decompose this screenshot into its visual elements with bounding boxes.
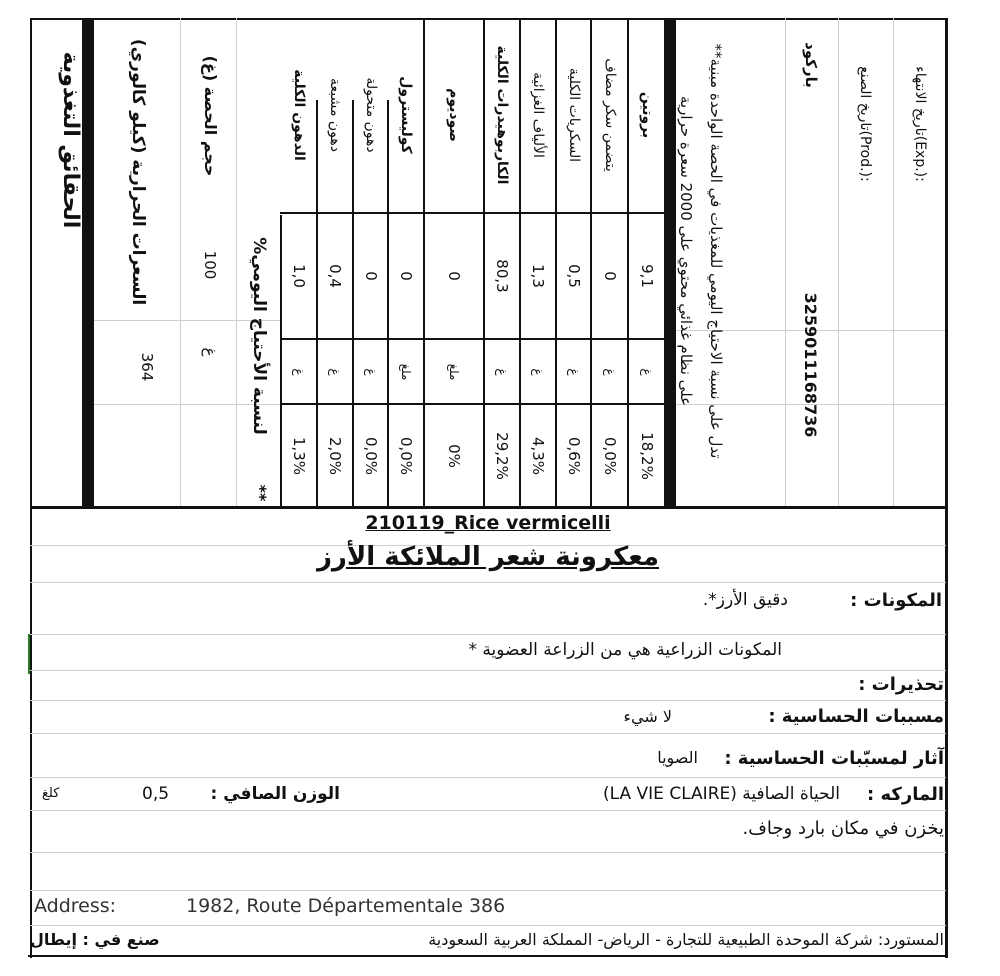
nutrient-name: صوديوم <box>446 88 462 142</box>
nutrient-value: 0,4 <box>326 264 344 288</box>
nutrient-name: الألياف الغزائية <box>530 72 546 158</box>
nutrient-daily-pct: 0% <box>445 444 463 468</box>
nutrient-unit: غ <box>639 368 654 376</box>
storage-instructions: يخزن في مكان بارد وجاف. <box>742 818 944 839</box>
nutrient-daily-pct: 0,6% <box>564 436 583 476</box>
organic-note: المكونات الزراعية هي من الزراعة العضوية * <box>468 640 782 660</box>
nutrient-unit: ملغ <box>399 363 413 381</box>
brand-label: الماركه : <box>867 784 944 805</box>
daily-pct-label: %لنسبة الأحتياج اليومي <box>249 237 269 435</box>
nutrient-name: الكاربوهيدرات الكلية <box>494 45 510 185</box>
barcode-label: باركود <box>802 42 820 88</box>
nutrient-daily-pct: 1,3% <box>290 436 308 476</box>
nutrient-name: كوليسترول <box>398 76 414 154</box>
serving-label: حجم الحصة (غ) <box>201 55 220 177</box>
prod-date-label: تاريخ الصنع(Prod.): <box>857 66 873 182</box>
nutrient-value: 0 <box>445 271 463 281</box>
address-label: Address: <box>34 895 117 917</box>
ingredients-value: دقيق الأرز*. <box>702 590 788 610</box>
calories-label: السعرات الحرارية (كيلو كالوري) <box>128 38 148 306</box>
nutrition-title: الحقائق التغذوية <box>58 51 83 229</box>
nutrient-value: 9,1 <box>637 264 656 288</box>
address-value: 1982, Route Départementale 386 <box>186 895 506 917</box>
serving-value: 100 <box>201 250 219 280</box>
net-weight-label: الوزن الصافي : <box>210 784 340 804</box>
net-weight-unit: كلغ <box>42 786 60 801</box>
serving-unit: غ <box>201 347 219 357</box>
calories-value: 364 <box>138 352 156 382</box>
nutrient-daily-pct: 2,0% <box>326 436 344 476</box>
panel-bottom-border <box>30 506 948 509</box>
nutrient-name: دهون مشبعة <box>327 77 343 153</box>
nutrient-daily-pct: 0,0% <box>397 436 415 476</box>
nutrient-unit: غ <box>495 368 509 376</box>
ingredients-label: المكونات : <box>850 590 942 611</box>
daily-footnote-line1 <box>677 41 731 461</box>
nutrient-unit: غ <box>531 368 545 376</box>
product-code-name: 210119_Rice vermicelli <box>365 512 611 534</box>
nutrient-name: يتضمن سكر مضاف <box>601 58 618 172</box>
nutrient-name: بروتين <box>638 91 655 139</box>
allergens-label: مسببات الحساسية : <box>768 706 944 727</box>
nutrient-unit: غ <box>566 368 581 376</box>
nutrient-daily-pct: 0,0% <box>600 436 619 476</box>
exp-date-label: تاريخ الانتهاء(Exp.): <box>912 66 928 182</box>
product-arabic-name: معكرونة شعر الملائكة الأرز <box>316 542 660 572</box>
nutrient-unit: ملغ <box>447 363 461 381</box>
footnote-text: **تدل على نسبة الاحتياج اليومي للمغذيات في الحصة الواحدة مبنية على نظام غذائي محتوي على 2000 سعرة حرارية <box>677 43 725 459</box>
nutrient-daily-pct: 4,3% <box>529 436 547 476</box>
nutrient-name: الدهون الكلية <box>291 69 307 161</box>
left-border <box>30 18 32 958</box>
barcode-value: 3259011168736 <box>801 292 820 438</box>
brand-value: الحياة الصافية (LA VIE CLAIRE) <box>603 784 840 804</box>
made-in-text: صنع في : إيطال <box>30 930 160 949</box>
nutrient-value: 80,3 <box>493 259 511 293</box>
nutrient-daily-pct: 18,2% <box>637 432 656 480</box>
traces-value: الصويا <box>657 748 698 767</box>
nutrient-daily-pct: 0,0% <box>361 436 380 476</box>
right-border <box>945 18 948 958</box>
traces-label: آثار لمسبّبات الحساسية : <box>724 748 944 769</box>
nutrient-unit: غ <box>292 368 306 376</box>
nutrient-name: السكريات الكلية <box>565 67 582 163</box>
warnings-label: تحذيرات : <box>858 674 944 695</box>
nutrient-value: 0 <box>361 271 380 281</box>
nutrient-value: 0 <box>600 271 619 281</box>
nutrient-daily-pct: 29,2% <box>493 432 511 480</box>
nutrient-value: 1,3 <box>529 264 547 288</box>
nutrient-unit: غ <box>363 368 378 376</box>
nutrient-name: دهون متحولة <box>362 77 379 153</box>
nutrient-value: 0,5 <box>564 264 583 288</box>
importer-text: المستورد: شركة الموحدة الطبيعية للتجارة - الرياض- المملكة العربية السعودية <box>428 930 944 949</box>
nutrient-unit: غ <box>328 368 342 376</box>
allergens-value: لا شيء <box>623 707 672 726</box>
daily-pct-star: ** <box>251 484 270 502</box>
nutrient-value: 0 <box>397 271 415 281</box>
net-weight-value: 0,5 <box>142 784 170 804</box>
nutrient-value: 1,0 <box>290 264 308 288</box>
nutrient-unit: غ <box>602 368 617 376</box>
